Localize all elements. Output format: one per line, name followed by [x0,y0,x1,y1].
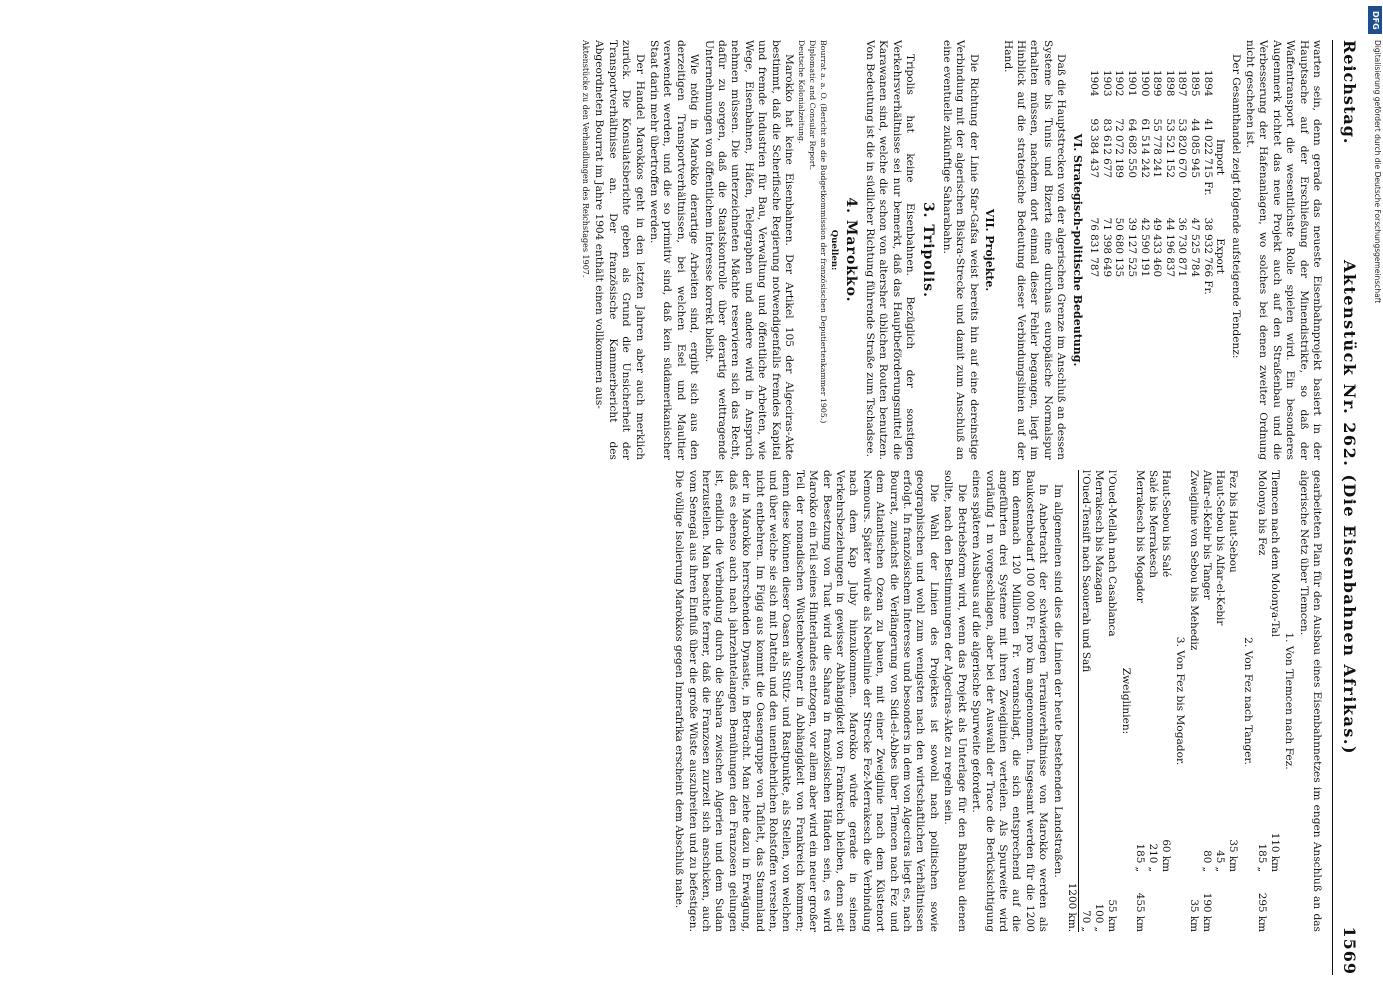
paragraph: Wie nötig in Marokko derartige Arbeiten sind, ergibt sich aus den derzeitigen Transportverhältnissen, bei welchen Esel und Maultier verwendet werden, und die so primitiv sind, daß kein südamerikanischer Staat darin mehr übertroffen werden. [648,40,701,460]
route-distance: 210 „ [1146,843,1159,872]
year-cell: 1895 [1188,70,1201,97]
header-left: Reichstag. [1340,40,1359,145]
trade-intro: Der Gesamthandel zeigt folgende aufsteigende Tendenz: [1229,54,1242,359]
import-cell: 61 514 242 [1138,118,1151,178]
trade-header-row [1214,70,1227,317]
route-name: Salé bis Merrakesch [1146,470,1159,578]
route-total: 35 km [1188,899,1201,932]
route-distance: 185 „ [1255,843,1268,872]
header-doc-number: Aktenstück Nr. 262. [1340,259,1359,468]
route-total: 295 km [1255,892,1268,932]
route-total [1159,872,1172,932]
table-row [1125,70,1138,317]
paragraph: Die Betriebsform wird, wenn das Projekt als Unterlage für den Bahnbau dienen sollte, nach den Bestimmungen der Algeciras-Akte zu regeln sein. [942,470,968,932]
route-name: l'Oued-Tensift nach Saouerah und Safi [1079,470,1092,673]
year-cell: 1897 [1176,70,1189,97]
import-cell: 55 778 241 [1151,118,1164,178]
header-title [1340,40,1359,975]
route-name: Alfar-el-Kebir bis Tanger [1201,470,1214,600]
route-table-1 [1255,470,1281,932]
route-heading: 3. Von Fez bis Mogador. [1174,636,1187,766]
section-heading: 3. Tripolis. [919,201,936,299]
trade-table [1088,70,1227,317]
section-heading: VI. Strategisch-politische Bedeutung. [1070,133,1084,367]
import-cell: 93 384 437 [1088,118,1101,178]
route-distance: 45 „ [1214,850,1227,872]
table-row [1138,70,1151,317]
route-distance: 35 km [1227,839,1240,872]
route-table-2 [1187,470,1239,932]
table-row [1200,470,1213,932]
export-cell: 76 831 787 [1088,217,1101,278]
export-cell: 39 127 525 [1126,217,1138,278]
import-cell: 41 022 715 Fr. [1201,118,1214,196]
year-cell: 1898 [1163,70,1176,97]
table-row [1146,470,1159,932]
route-total: 100 „ [1092,903,1105,932]
route-name: Fez bis Haut-Sebou [1227,470,1240,573]
year-cell: 1900 [1138,70,1151,97]
route-heading: 1. Von Tlemcen nach Fez. [1283,632,1296,770]
table-row [1201,70,1214,317]
table-row [1188,70,1201,317]
table-row [1226,470,1239,932]
route-heading: 2. Von Fez nach Tanger. [1241,637,1254,765]
page-number: 1569 [1340,926,1359,975]
route-distance [1092,812,1105,872]
paragraph: In Anbetracht der schwierigen Terrainverhältnisse von Marokko werden als Baukostenbedarf 100 000 Fr. pro km angenommen. Insgesamt werden für die 1200 km demnach 120 Millionen Fr. veranschlagt, die sich entsprechend auf die angeführten drei Systeme mit ihren Zweiglinien verteilen. Als Spurweite wird vorläufig 1 m vorgeschlagen, aber bei der Auswahl der Trace die Berücksichtigung eines späteren Ausbaus auf die algerische Spurweite gefordert. [970,470,1050,932]
export-cell: 38 932 766 Fr. [1201,217,1214,295]
year-cell: 1902 [1113,70,1126,97]
table-row [1151,70,1164,317]
route-distance [1078,812,1092,872]
route-total: 55 km [1105,899,1118,932]
dfg-logo: DFG [1368,6,1382,34]
table-row [1133,470,1146,932]
paragraph: Marokko hat keine Eisenbahnen. Der Artikel 105 der Algeciras-Akte bestimmt, daß die Scherifische Regierung notwendigenfalls fremdes Kapital und fremde Industrien für Bau, Verwaltung und öffentliche Arbeiten, wie Wege, Eisenbahnen, Häfen, Telegraphen und andere wird in Anspruch nehmen müssen. Die unterzeichneten Mächte reservieren sich das Recht, dafür zu sorgen, daß die Staatskontrolle über derartig weittragende Unternehmungen von öffentlichem Interesse korrekt bleibt. [702,40,796,460]
paragraph: Daß die Hauptstrecken von der algerischen Grenze im Anschluß an dessen Systeme bis Tunis und Bizerta eine durchaus europäische Normalspur erhalten müssen, nachdem dort einmal dieser Fehler begangen, liegt im Hinblick auf die strategische Bedeutung dieser Verbindungslinien auf der Hand. [1001,40,1068,460]
route-total [1146,872,1159,932]
table-row [1268,470,1281,932]
route-name: Haut-Sebou bis Alfar-el-Kebir [1214,470,1227,626]
route-table-3 [1133,470,1172,932]
section-heading: VII. Projekte. [983,208,997,292]
export-cell: 42 590 191 [1138,217,1151,278]
export-cell: 49 433 460 [1151,217,1164,278]
digitization-credit: Digitalisierung gefördert durch die Deutsche Forschungsgemeinschaft [1373,40,1382,304]
import-cell: 44 085 945 [1188,118,1201,178]
table-row [1088,70,1101,317]
route-distance: 60 km [1159,839,1172,872]
year-cell: 1904 [1088,70,1101,97]
table-row [1100,70,1113,317]
route-distance [1105,812,1118,872]
export-cell: 36 730 871 [1176,217,1189,278]
route-distance: 185 „ [1133,843,1146,872]
route-name: Merrakesch bis Mogador [1133,470,1146,603]
route-distance [1187,812,1200,872]
source-entry: Diplomatic and Consular Report. [808,40,818,171]
paragraph: Der Handel Marokkos geht in den letzten Jahren aber auch merklich zurück. Die Konsulatsberichte geben als Grund die Unsicherheit der Transportverhältnisse an. Der französische Kammerbericht des Abgeordneten Bourrat im Jahre 1904 enthält einen vollkommen aus- [593,40,646,460]
table-row [1159,470,1172,932]
route-distance: 110 km [1268,832,1281,872]
year-cell: 1894 [1201,70,1214,97]
route-name: Tlemcen nach dem Molonya-Tal [1268,470,1281,637]
import-cell: 53 521 152 [1163,118,1176,178]
trade-header-import: Import [1214,139,1227,176]
route-total: 455 km [1133,892,1146,932]
route-total [1226,872,1239,932]
trade-header-year [1214,70,1227,118]
table-row [1105,470,1118,932]
source-entry: Bourrat a. a. O. (Bericht an die Budgetkommission der französischen Deputiertenkammer 1905.) [819,40,829,424]
source-entry: Deutsche Kolonialzeitung. [797,40,807,144]
paragraph: Im allgemeinen sind dies die Linien der heute bestehenden Landstraßen. [1051,484,1064,878]
trade-header-export: Export [1214,238,1227,274]
table-row [1078,470,1092,932]
table-row [1255,470,1268,932]
table-row [1113,70,1126,317]
table-row [1187,470,1200,932]
import-cell: 64 682 550 [1126,118,1138,178]
year-cell: 1901 [1126,70,1138,97]
route-name: Zweiglinie von Sebou bis Mehediz [1188,470,1201,651]
export-cell: 71 398 649 [1100,217,1113,278]
table-row [1176,70,1189,317]
table-row [1092,470,1105,932]
paragraph: Die Wahl der Linien des Projektes ist sowohl nach politischen sowie geographischen und wohl zum wenigsten nach den wirtschaftlichen Verhältnissen erfolgt. In französischem Interesse und besonders in dem von Algeciras liegt es, nach Bourrat, zunächst die Verlängerung von Sidi-el-Abbes über Tlemcen nach Fez und dem Atlantischen Ozean zu bauen, mit einer Zweiglinie nach dem Küstenort Nemours. Später würde als Nebenlinie der Strecke Fez-Merrakesch die Verbindung nach dem Kap Juby hinzukommen. Marokko würde gerade in seinen Verkehrsbeziehungen in gewisser Abhängigkeit von Frankreich bleiben, denn seit der Besetzung von Tuat wird die Sahara in französischen Händen sein, es wird Marokko ein Teil seines Hinterlandes entzogen, vor allem aber wird ein neuer großer Teil der nomadischen Wüstenbewohner in Abhängigkeit von Frankreich kommen; denn diese können dieser Oasen als Stütz- und Rastpunkte, als Stellen, von welchen und über welche sie sich mit Datteln und den unentbehrlichen Rohstoffen versehen, nicht entbehren. Im Figig aus kommt die Oasengruppe von Tafilelt, das Stammland der in Marokko herrschenden Dynastie, in Betracht. Man ziehe dazu in Erwägung, daß es ebenso auch nach jahrzehntelangen Bemühungen den Franzosen gelungen ist, endlich die Verbindung durch die Sahara zwischen Algerien und dem Sudan herzustellen. Man beachte ferner, daß die Franzosen zurzeit sich anschicken, auch vom Senegal aus ihren Einfluß über die große Wüste auszubreiten und zu befestigen. Die völlige Isolierung Marokkos gegen Innerafrika erscheint dem Abschluß nahe. [673,470,940,932]
import-cell: 83 612 677 [1100,118,1113,178]
left-column [580,40,1323,460]
route-grand-total: 1200 km. [1065,872,1079,932]
table-row [1213,470,1226,932]
sources-heading: Quellen: [829,229,840,271]
total-row [1065,470,1079,932]
branch-lines-table [1065,470,1118,932]
route-name: l'Oued-Mellah nach Casablanca [1105,470,1118,637]
export-cell: 44 196 837 [1163,217,1176,278]
import-cell: 53 820 670 [1176,118,1189,178]
table-row [1163,70,1176,317]
right-column [671,470,1323,932]
year-cell: 1899 [1151,70,1164,97]
export-cell: 50 680 135 [1113,217,1126,278]
route-total [1213,872,1226,932]
paragraph: Tripolis hat keine Eisenbahnen. Bezüglich der sonstigen Verkehrsverhältnisse sei nur bemerkt, daß das Hauptbeförderungsmittel die Karawanen sind, welche die schon von altersher üblichen Routen benutzen. Von Bedeutung ist die in südlicher Richtung führende Straße zum Tschadsee. [863,40,917,460]
paragraph: warten sein, denn gerade das neueste Eisenbahnprojekt basiert in der Hauptsache auf der Erschließung der Minendistrikte, so daß der Waffentransport die wesentlichste Rolle spielen wird. Ein besonderes Augenmerk richtet das neue Projekt auch auf den Straßenbau und die Verbesserung der Hafenanlagen, wo solches bei denen zweiter Ordnung nicht geschehen ist. [1243,40,1323,460]
section-heading: 4. Marokko. [842,197,859,303]
route-name: Haut-Sebou bis Salé [1159,470,1172,578]
route-name: Molonya bis Fez [1255,470,1268,556]
route-name: Merrakesch bis Mazagan [1092,470,1105,604]
header-doc-topic: (Die Eisenbahnen Afrikas.) [1340,474,1359,756]
year-cell: 1903 [1100,70,1113,97]
paragraph: gearbeiteten Plan für den Ausbau eines Eisenbahnnetzes im engen Anschluß an das algerische Netz über Tlemcen. [1297,470,1323,932]
route-total [1268,872,1281,932]
route-distance: 80 „ [1201,850,1214,872]
route-total: 70 „ [1079,910,1092,932]
route-heading: Zweiglinien: [1119,667,1132,735]
export-cell: 47 525 784 [1188,217,1201,278]
route-total: 190 km [1201,892,1214,932]
import-cell: 72 072 189 [1113,118,1126,178]
page-header [1332,40,1359,975]
paragraph: Die Richtung der Linie Sfar-Gafsa weist bereits hin auf eine dereinstige Verbindung mit der algerischen Biskra-Strecke und damit zum Anschluß an eine eventuelle zukünftige Saharabahn. [940,40,980,460]
footnote: Aktenstücke zu den Verhandlungen des Reichstages 1907. [581,40,591,278]
